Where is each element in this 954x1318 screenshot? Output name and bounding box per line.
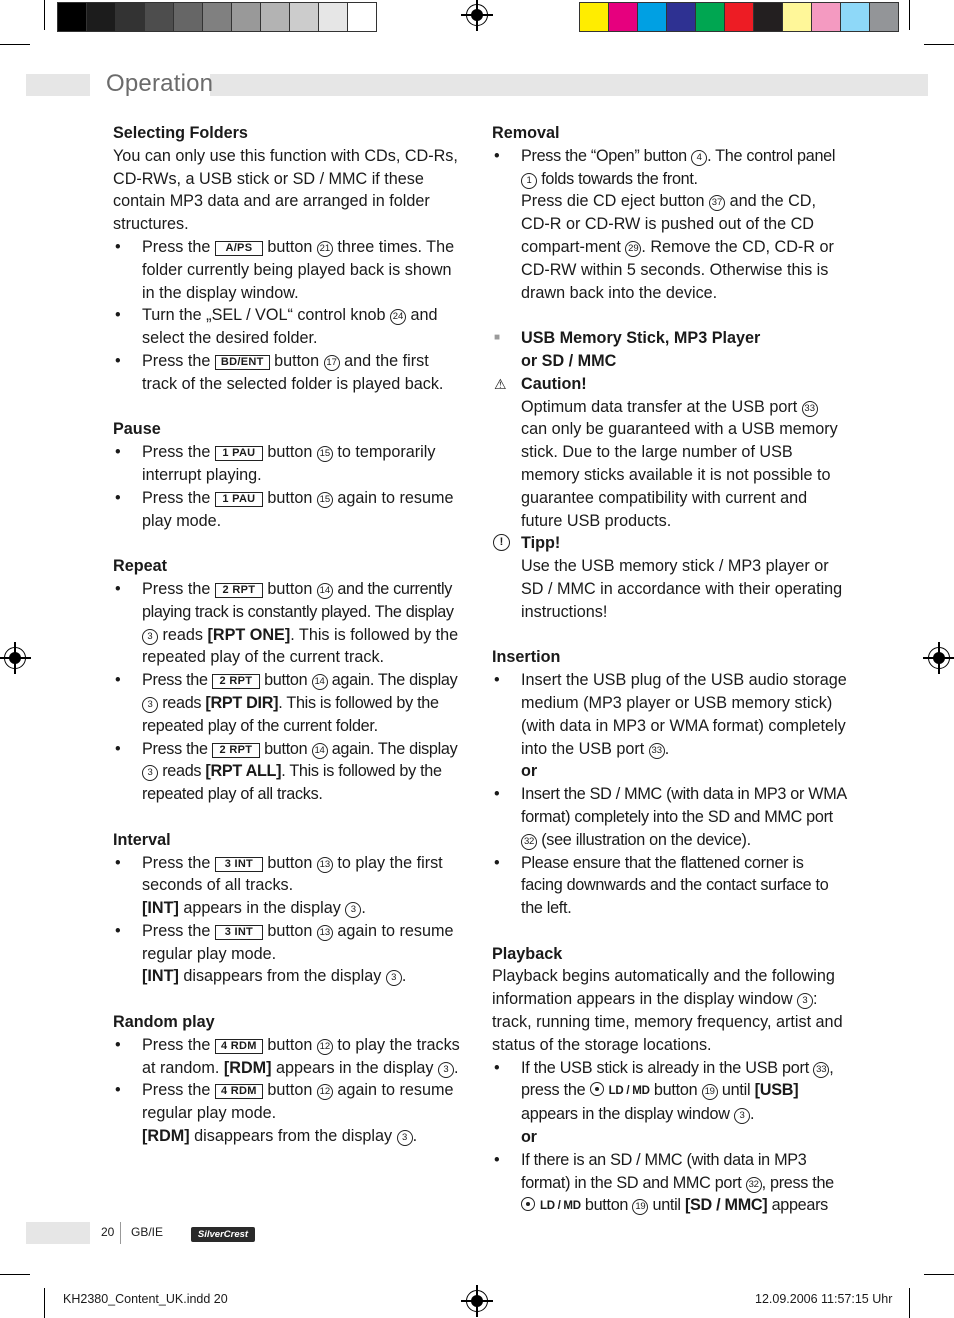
- section-interval: [113, 829, 465, 989]
- text: Press the: [142, 671, 208, 690]
- ref-number: 19: [702, 1084, 718, 1100]
- color-swatch: [841, 3, 870, 31]
- ref-number: 3: [397, 1130, 413, 1146]
- text: appears in the display: [183, 899, 341, 918]
- text: button: [264, 739, 308, 758]
- display-code: [INT]: [142, 899, 179, 918]
- text: until: [721, 1081, 751, 1100]
- text: to temporarily interrupt playing.: [142, 443, 436, 484]
- text: Press the: [142, 921, 211, 940]
- text: Press the: [142, 443, 211, 462]
- text: Press the: [142, 739, 208, 758]
- ref-number: 3: [386, 970, 402, 986]
- color-swatch: [232, 3, 261, 31]
- color-swatch: [319, 3, 348, 31]
- text: again to resume regular play mode.: [142, 921, 454, 963]
- text: Insert the USB plug of the USB audio storage medium (MP3 player or USB memory stick) (with data in MP3 or WMA format) completely into the USB port: [521, 671, 847, 758]
- left-column: [113, 122, 465, 1171]
- text: appears in the display: [276, 1058, 434, 1077]
- text: and select the desired folder.: [142, 306, 438, 348]
- text: button: [267, 237, 313, 256]
- text: button: [267, 1081, 313, 1100]
- text: Press the: [142, 351, 211, 370]
- page-title: Operation: [106, 70, 214, 97]
- ref-number: 15: [317, 446, 333, 462]
- language-code: GB/IE: [131, 1225, 164, 1239]
- section-selecting-folders: [113, 122, 465, 396]
- crop-mark: [924, 1274, 954, 1275]
- registration-mark-icon: [928, 647, 950, 669]
- color-swatch: [116, 3, 145, 31]
- text: appears: [771, 1196, 828, 1215]
- text: button: [267, 1035, 313, 1054]
- text: Use the USB memory stick / MP3 player or SD / MMC in accordance with their operating instructions!: [521, 557, 843, 621]
- color-swatch: [609, 3, 638, 31]
- process-color-bar: [579, 2, 899, 32]
- display-code: [RDM]: [223, 1058, 272, 1077]
- text: appears in the display window: [521, 1105, 730, 1124]
- text: to play the first seconds of all tracks.: [142, 853, 443, 895]
- text: button: [584, 1196, 629, 1215]
- header-band: [210, 74, 928, 96]
- ref-number: 14: [317, 583, 333, 599]
- text: . The control panel: [707, 146, 836, 165]
- list-item: • Insert the USB plug of the USB audio storage medium (MP3 player or USB memory stick) (with data in MP3 or WMA format) completely into the USB port 33 . or: [492, 669, 848, 783]
- page-number: 20: [101, 1225, 115, 1239]
- color-swatch: [174, 3, 203, 31]
- crop-mark: [0, 44, 30, 45]
- section-heading: Selecting Folders: [113, 124, 248, 142]
- text: . Remove the CD, CD-R or CD-RW within 5 seconds. Otherwise this is drawn back into the device.: [521, 237, 834, 302]
- key-label: A/PS: [215, 241, 263, 256]
- section-heading: Repeat: [113, 557, 167, 576]
- color-swatch: [696, 3, 725, 31]
- list-item: • Press the 4 RDM button 12 to play the tracks at random. [RDM] appears in the display 3 .: [113, 1034, 465, 1080]
- text: button: [267, 579, 313, 598]
- footer-tab: [26, 1222, 90, 1244]
- text: and the first track of the selected folder is played back.: [142, 351, 444, 393]
- crop-mark: [924, 44, 954, 45]
- text: Press the: [142, 237, 211, 256]
- tip-block: [492, 532, 848, 623]
- text: can only be guaranteed with a USB memory stick. Due to the large number of USB memory sticks available it is not possible to guarantee compatibility with current and future USB products.: [521, 420, 838, 530]
- text: , press the: [761, 1173, 834, 1192]
- crop-mark: [44, 0, 45, 30]
- text: again. The display: [331, 739, 458, 758]
- text: again to resume regular play mode.: [142, 1081, 454, 1123]
- list-item: [492, 145, 848, 305]
- registration-mark-icon: [466, 4, 488, 26]
- key-label: 3 INT: [215, 925, 263, 940]
- ref-number: 12: [317, 1039, 333, 1055]
- ref-number: 37: [709, 195, 725, 211]
- list-item: [113, 350, 465, 396]
- text: Insert the SD / MMC (with data in MP3 or WMA format) completely into the SD and MMC port: [521, 785, 847, 826]
- registration-mark-icon: [4, 647, 26, 669]
- list-item: • Press the 4 RDM button 12 again to resume regular play mode. [RDM] disappears from the display 3 .: [113, 1079, 465, 1147]
- paragraph: [492, 965, 848, 1056]
- text: reads: [162, 762, 202, 781]
- list-item: [492, 783, 848, 851]
- gray-color-bar: [57, 2, 377, 32]
- section-insertion: [492, 646, 848, 920]
- section-heading: Random play: [113, 1013, 215, 1032]
- text: Press the: [142, 1035, 211, 1054]
- section-usb: [492, 327, 848, 623]
- key-label: 2 RPT: [215, 583, 263, 598]
- text: button: [267, 488, 313, 507]
- color-swatch: [290, 3, 319, 31]
- list-item: [113, 487, 465, 533]
- text: Press die CD eject button: [521, 192, 705, 211]
- footer-divider: [120, 1222, 121, 1244]
- slug-timestamp: 12.09.2006 11:57:15 Uhr: [755, 1292, 893, 1306]
- text: again to resume play mode.: [142, 488, 454, 530]
- text: (see illustration on the device).: [541, 830, 751, 849]
- color-swatch: [667, 3, 696, 31]
- ref-number: 33: [649, 743, 665, 759]
- section-pause: [113, 418, 465, 532]
- key-label: 4 RDM: [215, 1084, 263, 1099]
- color-swatch: [145, 3, 174, 31]
- color-swatch: [783, 3, 812, 31]
- list-item: • If the USB stick is already in the USB port 33 , press the LD / MD button 19 until [USB] appears in the display window 3 . or: [492, 1057, 848, 1149]
- display-code: [RPT ALL]: [205, 762, 282, 781]
- color-swatch: [348, 3, 376, 31]
- key-label: 2 RPT: [212, 674, 260, 689]
- paragraph: You can only use this function with CDs, CD-Rs, CD-RWs, a USB stick or SD / MMC if these contain MP3 data and are arranged in folder structures.: [113, 146, 458, 234]
- display-code: [USB]: [754, 1081, 799, 1100]
- text: and the currently playing track is constantly played. The display: [142, 579, 454, 621]
- text: button: [653, 1081, 698, 1100]
- section-random-play: [113, 1011, 465, 1148]
- section-heading: [492, 327, 848, 373]
- ref-number: 3: [142, 629, 158, 645]
- text: Press the: [142, 579, 211, 598]
- ref-number: 3: [345, 902, 361, 918]
- ref-number: 3: [438, 1062, 454, 1078]
- ref-number: 3: [142, 697, 158, 713]
- section-heading: Pause: [113, 420, 161, 439]
- text: . This is followed by the repeated play of the current folder.: [142, 693, 439, 735]
- text: Press the: [142, 853, 211, 872]
- ref-number: 3: [142, 765, 158, 781]
- section-heading: Playback: [492, 944, 563, 963]
- ref-number: 13: [317, 857, 333, 873]
- text: reads: [162, 693, 202, 712]
- ref-number: 32: [746, 1177, 762, 1193]
- or-label: or: [521, 1128, 537, 1147]
- list-item: [113, 578, 465, 669]
- color-swatch: [754, 3, 783, 31]
- slug-file-info: KH2380_Content_UK.indd 20: [63, 1292, 228, 1306]
- text: button: [274, 351, 320, 370]
- key-label: 1 PAU: [215, 492, 263, 507]
- text: Press the “Open” button: [521, 146, 687, 165]
- key-label: 3 INT: [215, 857, 263, 872]
- list-item: [113, 236, 465, 304]
- text: button: [267, 443, 313, 462]
- key-label: 2 RPT: [212, 743, 260, 758]
- right-column: [492, 122, 848, 1241]
- brand-logo: SilverCrest: [191, 1227, 255, 1242]
- section-heading: Interval: [113, 830, 171, 849]
- section-heading: Removal: [492, 124, 560, 142]
- info-icon: !: [493, 534, 510, 551]
- display-code: [INT]: [142, 967, 179, 986]
- warning-icon: ⚠: [494, 375, 507, 392]
- ref-number: 14: [312, 674, 328, 690]
- header-tab-left: [26, 74, 90, 96]
- text: again. The display: [331, 671, 458, 690]
- key-label: 4 RDM: [215, 1039, 263, 1054]
- crop-mark: [909, 1288, 910, 1318]
- caution-block: [492, 373, 848, 533]
- text: : track, running time, memory frequency, artist and status of the storage locations.: [492, 990, 843, 1054]
- ref-number: 4: [691, 150, 707, 166]
- text: If the USB stick is already in the USB port: [521, 1058, 809, 1077]
- ref-number: 14: [312, 743, 328, 759]
- ref-number: 12: [317, 1084, 333, 1100]
- ref-number: 33: [813, 1062, 829, 1078]
- display-code: [RPT DIR]: [205, 693, 279, 712]
- heading-line: ■ USB Memory Stick, MP3 Player: [521, 329, 761, 348]
- text: If there is an SD / MMC (with data in MP3 format) in the SD and MMC port: [521, 1150, 807, 1192]
- text: disappears from the display: [183, 967, 382, 986]
- ref-number: 29: [625, 241, 641, 257]
- key-label: LD / MD: [540, 1200, 581, 1213]
- list-item: [492, 1149, 848, 1218]
- ld-md-key: [521, 1195, 581, 1218]
- tip-title: Tipp!: [521, 534, 561, 553]
- ref-number: 1: [521, 173, 537, 189]
- text: three times. The folder currently being played back is shown in the display window.: [142, 237, 455, 302]
- text: Please ensure that the flattened corner is facing downwards and the contact surface to the left.: [521, 853, 829, 918]
- ref-number: 15: [317, 492, 333, 508]
- ref-number: 24: [390, 309, 406, 325]
- disc-icon: [521, 1197, 535, 1211]
- color-swatch: [58, 3, 87, 31]
- text: . This is followed by the repeated play of the current track.: [142, 625, 459, 667]
- ref-number: 33: [802, 401, 818, 417]
- color-swatch: [812, 3, 841, 31]
- text: button: [264, 671, 308, 690]
- text: to play the tracks at random.: [142, 1035, 460, 1077]
- registration-mark-icon: [466, 1290, 488, 1312]
- list-item: [113, 441, 465, 487]
- section-repeat: [113, 555, 465, 806]
- display-code: [SD / MMC]: [684, 1196, 768, 1215]
- text: reads: [162, 625, 203, 644]
- text: button: [267, 921, 313, 940]
- text: Playback begins automatically and the following information appears in the display window: [492, 967, 835, 1009]
- text: disappears from the display: [194, 1127, 393, 1146]
- crop-mark: [44, 1288, 45, 1318]
- list-item: [492, 852, 848, 920]
- section-removal: [492, 122, 848, 304]
- ref-number: 3: [734, 1108, 750, 1124]
- crop-mark: [0, 1274, 30, 1275]
- text: Optimum data transfer at the USB port: [521, 397, 798, 416]
- key-label: 1 PAU: [215, 446, 263, 461]
- ref-number: 17: [324, 355, 340, 371]
- color-swatch: [203, 3, 232, 31]
- color-swatch: [870, 3, 898, 31]
- ref-number: 32: [521, 834, 537, 850]
- ld-md-key: [590, 1080, 650, 1103]
- disc-icon: [590, 1082, 604, 1096]
- text: Turn the „SEL / VOL“ control knob: [142, 306, 386, 325]
- crop-mark: [909, 0, 910, 30]
- text: and the CD, CD-R or CD-RW is pushed out of the CD compart-ment: [521, 192, 816, 256]
- ref-number: 21: [317, 241, 333, 257]
- text: Press the: [142, 488, 211, 507]
- key-label: BD/ENT: [215, 355, 270, 370]
- text: until: [652, 1196, 681, 1215]
- display-code: [RPT ONE]: [207, 625, 291, 644]
- text: button: [267, 853, 313, 872]
- list-item: • Press the 3 INT button 13 again to resume regular play mode. [INT] disappears from the display 3 .: [113, 920, 465, 988]
- list-item: [113, 304, 465, 350]
- or-label: or: [521, 762, 538, 781]
- display-code: [RDM]: [142, 1127, 190, 1146]
- color-swatch: [725, 3, 754, 31]
- section-playback: [492, 943, 848, 1219]
- ref-number: 13: [317, 925, 333, 941]
- caution-title: Caution!: [521, 374, 587, 393]
- text: . This is followed by the repeated play of all tracks.: [142, 762, 442, 804]
- list-item: • Press the 3 INT button 13 to play the first seconds of all tracks. [INT] appears in the display 3 .: [113, 852, 465, 920]
- ref-number: 19: [632, 1199, 648, 1215]
- color-swatch: [261, 3, 290, 31]
- color-swatch: [638, 3, 667, 31]
- list-item: [113, 669, 465, 737]
- list-item: [113, 738, 465, 806]
- text: folds towards the front.: [541, 169, 698, 188]
- text: Press the: [142, 1081, 211, 1100]
- color-swatch: [87, 3, 116, 31]
- heading-line: or SD / MMC: [521, 351, 617, 370]
- text: , press the: [521, 1058, 834, 1100]
- ref-number: 3: [797, 993, 813, 1009]
- color-swatch: [580, 3, 609, 31]
- section-heading: Insertion: [492, 648, 561, 667]
- key-label: LD / MD: [608, 1085, 650, 1098]
